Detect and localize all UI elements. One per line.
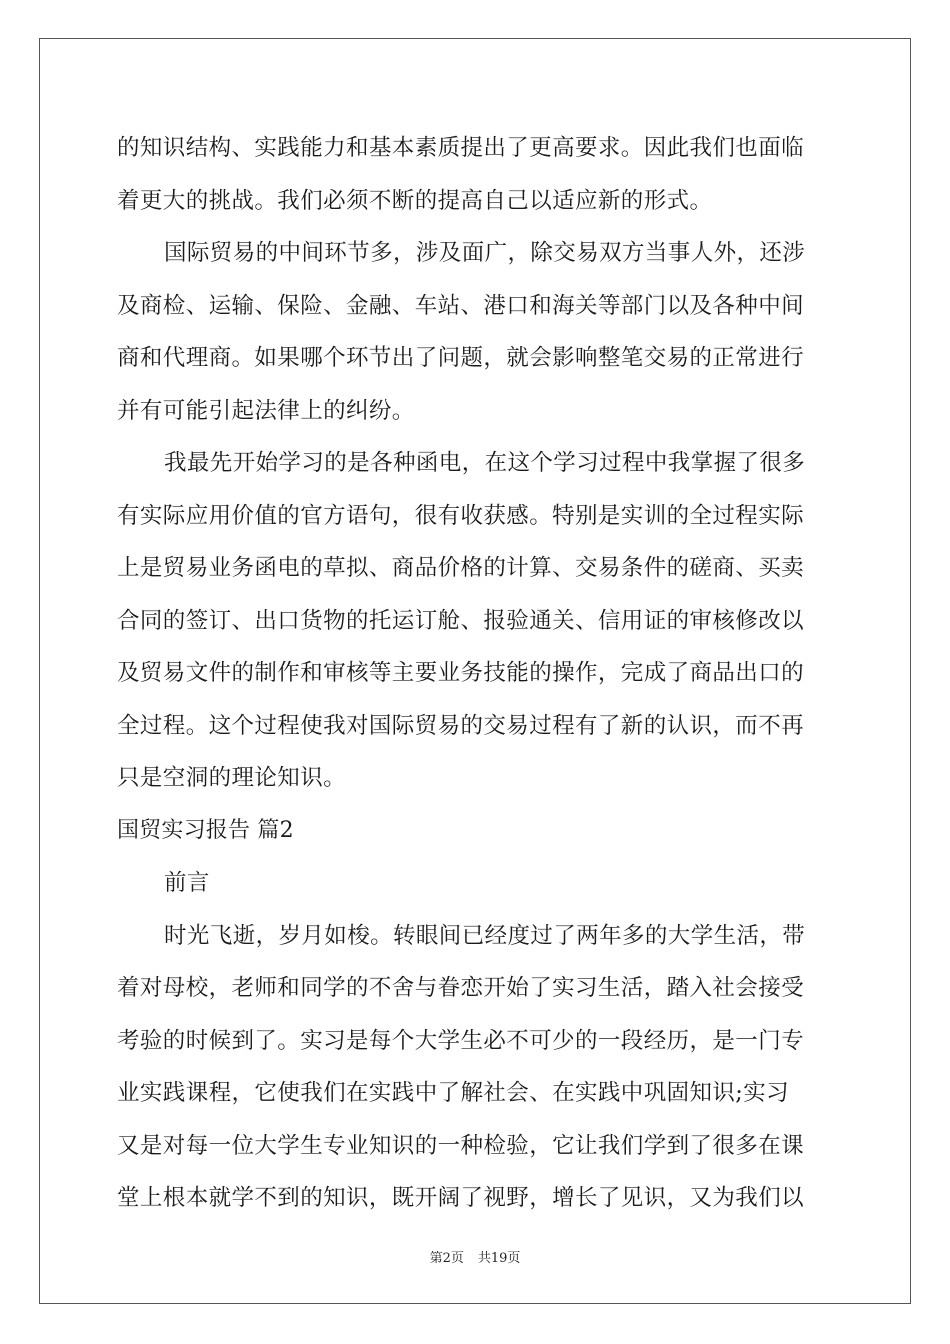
text-line-11: 及贸易文件的制作和审核等主要业务技能的操作，完成了商品出口的 (117, 660, 805, 686)
document-body (117, 126, 837, 1229)
text-line-8: 有实际应用价值的官方语句，很有收获感。特别是实训的全过程实际 (117, 502, 805, 529)
text-line-4: 及商检、运输、保险、金融、车站、港口和海关等部门以及各种中间 (117, 292, 805, 319)
text-line-9: 上是贸易业务函电的草拟、商品价格的计算、交易条件的磋商、买卖 (117, 555, 805, 581)
text-line-17: 着对母校，老师和同学的不舍与眷恋开始了实习生活，踏入社会接受 (117, 975, 805, 1001)
paragraph-start-line: 时光飞逝，岁月如梭。转眼间已经度过了两年多的大学生活，带 (164, 922, 806, 949)
text-line-12: 全过程。这个过程使我对国际贸易的交易过程有了新的认识，而不再 (117, 712, 805, 739)
text-line-6: 并有可能引起法律上的纠纷。 (117, 397, 415, 424)
page-total: 共19页 (477, 1251, 521, 1266)
text-line-18: 考验的时候到了。实习是每个大学生必不可少的一段经历，是一门专 (117, 1027, 805, 1054)
paragraph-start-line: 我最先开始学习的是各种函电，在这个学习过程中我掌握了很多 (164, 450, 806, 476)
subsection-title: 前言 (164, 870, 210, 896)
text-line-21: 堂上根本就学不到的知识，既开阔了视野，增长了见识，又为我们以 (117, 1185, 805, 1211)
text-line-13: 只是空洞的理论知识。 (117, 765, 347, 791)
paragraph-start-line: 国际贸易的中间环节多，涉及面广，除交易双方当事人外，还涉 (164, 240, 806, 266)
text-line-10: 合同的签订、出口货物的托运订舱、报验通关、信用证的审核修改以 (117, 607, 805, 634)
text-line-19: 业实践课程，它使我们在实践中了解社会、在实践中巩固知识;实习 (117, 1080, 790, 1106)
section-heading: 国贸实习报告 篇2 (117, 817, 294, 843)
page-footer (0, 1247, 950, 1266)
text-line-1: 的知识结构、实践能力和基本素质提出了更高要求。因此我们也面临 (117, 135, 805, 161)
text-line-5: 商和代理商。如果哪个环节出了问题，就会影响整笔交易的正常进行 (117, 345, 805, 371)
text-line-2: 着更大的挑战。我们必须不断的提高自己以适应新的形式。 (117, 187, 713, 214)
page-number: 第2页 (429, 1251, 464, 1266)
text-line-20: 又是对每一位大学生专业知识的一种检验，它让我们学到了很多在课 (117, 1132, 805, 1159)
